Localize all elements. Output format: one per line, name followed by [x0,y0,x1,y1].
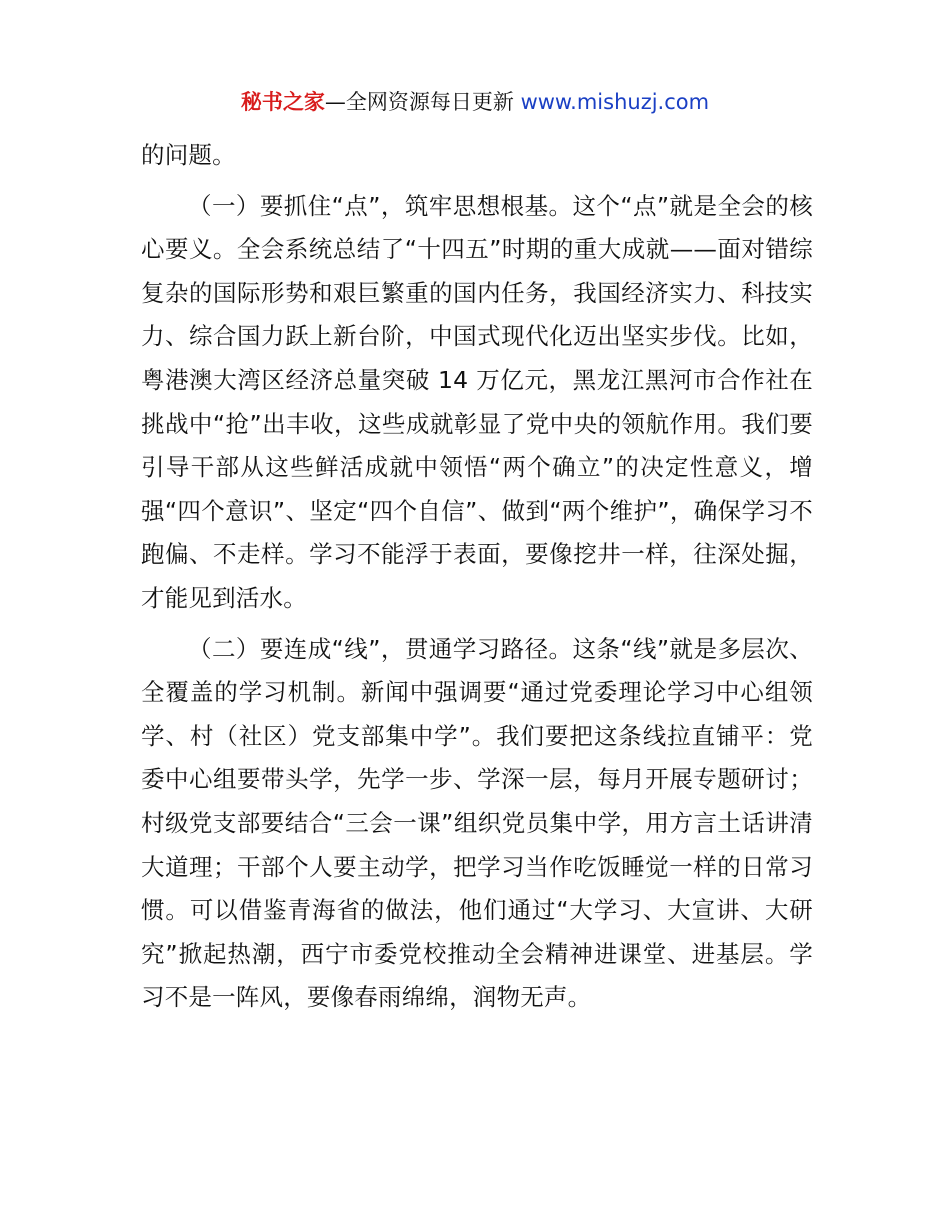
page-header [0,84,950,120]
site-url-link[interactable]: www.mishuzj.com [520,90,710,114]
paragraph-continuation: 的问题。 [141,141,236,169]
document-body [141,134,813,1020]
header-tagline: —全网资源每日更新 [324,90,514,114]
paragraph-section-2: （二）要连成“线”，贯通学习路径。这条“线”就是多层次、全覆盖的学习机制。新闻中强调要“通过党委理论学习中心组领学、村（社区）党支部集中学”。我们要把这条线拉直铺平：党委中心组要带头学，先学一步、学深一层，每月开展专题研讨；村级党支部要结合“三会一课”组织党员集中学，用方言土话讲清大道理；干部个人要主动学，把学习当作吃饭睡觉一样的日常习惯。可以借鉴青海省的做法，他们通过“大学习、大宣讲、大研究”掀起热潮，西宁市委党校推动全会精神进课堂、进基层。学习不是一阵风，要像春雨绵绵，润物无声。 [141,634,813,1012]
paragraph-section-1: （一）要抓住“点”，筑牢思想根基。这个“点”就是全会的核心要义。全会系统总结了“十四五”时期的重大成就——面对错综复杂的国际形势和艰巨繁重的国内任务，我国经济实力、科技实力、综合国力跃上新台阶，中国式现代化迈出坚实步伐。比如，粤港澳大湾区经济总量突破 14 万亿元，黑龙江黑河市合作社在挑战中“抢”出丰收，这些成就彰显了党中央的领航作用。我们要引导干部从这些鲜活成就中领悟“两个确立”的决定性意义，增强“四个意识”、坚定“四个自信”、做到“两个维护”，确保学习不跑偏、不走样。学习不能浮于表面，要像挖井一样，往深处掘，才能见到活水。 [141,191,813,612]
brand-name: 秘书之家 [240,90,325,114]
